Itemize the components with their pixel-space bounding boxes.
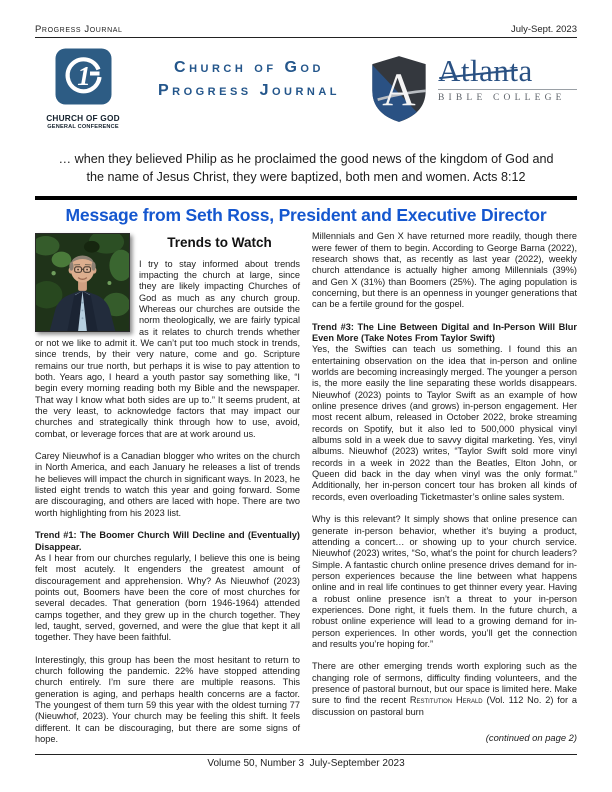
page-header	[35, 24, 577, 38]
article-body	[35, 231, 577, 756]
right-paragraph-4-text: There are other emerging trends worth exploring such as the changing role of sermons, difficulty finding volunteers, and the presence of pastoral burnout, but our space is limited here. Make sure to find the recent	[312, 661, 577, 706]
section-divider	[35, 196, 577, 201]
left-paragraph-2: Carey Nieuwhof is a Canadian blogger who writes on the church in North America, and each January he releases a list of trends he believes will impact the church in significant ways. In 2023, he listed eight trends to watch this year and going forward. Some are discouraging, and others are laced with hope. There are two worth highlighting from his 2023 list.	[35, 451, 300, 518]
g1-emblem-icon	[55, 61, 112, 109]
right-paragraph-4	[312, 661, 577, 718]
abc-wordmark-block	[438, 51, 577, 103]
journal-title	[131, 48, 367, 102]
scripture-quote: … when they believed Philip as he proclaimed the good news of the kingdom of God and the name of Jesus Christ, they were baptized, both men and women. Acts 8:12	[58, 152, 554, 184]
trend3-heading: Trend #3: The Line Between Digital and In-Person Will Blur Even More (Take Notes From Taylor Swift)	[312, 321, 577, 343]
abc-subtitle: BIBLE COLLEGE	[438, 93, 566, 103]
abc-shield-icon	[367, 51, 431, 132]
cog-conference-label: GENERAL CONFERENCE	[47, 124, 119, 130]
left-paragraph-3: As I hear from our churches regularly, I believe this one is being felt most acutely. It engenders the greatest amount of discouragement and apprehension. Why? As Nieuwhof (2023) points out, Boomers have been the core of most churches for several decades. That generation (born 1946-1964) attended camps together, and they grew up in the church together. They led, taught, served, governed, and were the glue that kept it all together. They have been faithful.	[35, 552, 300, 643]
page-footer: Volume 50, Number 3 July-September 2023	[35, 754, 577, 769]
masthead	[35, 48, 577, 138]
continued-note: (continued on page 2)	[485, 732, 577, 743]
right-column	[312, 231, 577, 756]
svg-text:1: 1	[76, 61, 91, 91]
restitution-herald-title: Restitution Herald	[409, 695, 483, 706]
article-heading: Message from Seth Ross, President and Executive Director	[65, 205, 547, 226]
header-journal-label: Progress Journal	[35, 24, 123, 35]
left-paragraph-4: Interestingly, this group has been the most hesitant to return to church following the pandemic. 22% have stopped attending church entirely. I’m sure there are multiple reasons. This generation is aging, and perhaps health concerns are a factor. The youngest of them turn 59 this year with the oldest turning 77 (Nieuwhof, 2023). Your church may be feeling this shift. It feels different. It can be discouraging, but there are some signs of hope.	[35, 654, 300, 744]
journal-title-line1: Church of God	[174, 59, 324, 76]
journal-title-line2: Progress Journal	[157, 81, 341, 99]
seth-ross-photo	[35, 233, 130, 332]
left-paragraph-1: I try to stay informed about trends impacting the church at large, since they are likely impacting Churches of God as much as any church group. Whereas our churches are outside the norm theologically, we are fairly typical as it relates to church trends whether or not we like to admit it. We can’t put too much stock in trends, since trends, by their very nature, come and go. Scripture remains our true north, but perhaps it is wise to pay attention to both. Years ago, I heard a youth pastor say something like, “I begin every morning reading both my Bible and the newspaper. That way I know what both sides are up to.” It seems prudent, at the very least, to acknowledge factors that may impact our churches and strategically think through how to use, avoid, combat, or leverage forces that are at work around us.	[35, 258, 300, 439]
atlanta-bible-college-logo	[367, 48, 577, 132]
article-subheading: Trends to Watch	[167, 235, 272, 251]
trend1-heading: Trend #1: The Boomer Church Will Decline and (Eventually) Disappear.	[35, 530, 300, 552]
abc-divider	[438, 89, 577, 90]
abc-wordmark: Atlanta	[438, 55, 577, 86]
svg-text:A: A	[382, 64, 416, 115]
right-paragraph-2: Yes, the Swifties can teach us something. I found this an entertaining observation on the idea that in-person and online worlds are becoming increasingly merged. The younger a person is, the more easily the line separating these worlds disappears. Nieuwhof (2023) points to Taylor Swift as an example of how online presence drives (and grows) in-person engagement. Her most recent album, released in October 2022, broke streaming records on Spotify, but it also led to 500,000 physical vinyl albums sold in a week due to savvy digital marketing. Yes, vinyl albums. Nieuwhof (2023) writes, “Taylor Swift sold more vinyl records in a week in 2022 than the Beatles, Elton John, or Queen did back in the day when vinyl was the only format.” Additionally, her in-person concert tour has broken all kinds of records, even overloading Ticketmaster’s online sales system.	[312, 344, 577, 502]
right-paragraph-1: Millennials and Gen X have returned more readily, though there were fewer of them to begin. According to George Barna (2022), research shows that, as recently as last year (2022), weekly church attendance is actually higher among Millennials (39%) and Gen X (31%) than Boomers (25%). The aging population is concerning, but there is an openness in younger generations that can be a fertile ground for the gospel.	[312, 231, 577, 310]
right-paragraph-3: Why is this relevant? It simply shows that online presence can generate in-person behavior, whether it’s buying a product, attending a concert… or showing up to your church service. Nieuwhof (2023) writes, “So, what’s the point for church leaders? Simple. A fantastic church online presence drives demand for in-person experiences because the line between what happens online and in real life continues to get thinner every year. Having a robust online presence isn’t a threat to your in-person experiences. Done right, it fuels them. In the future church, a robust online experience will lead to a growing demand for in-person experiences. In other words, you’ll get the connection and results you’re hoping for.”	[312, 514, 577, 649]
cog-name-label: CHURCH OF GOD	[46, 113, 120, 123]
right-paragraph-4-tail: (Vol. 112 No. 2) for a discussion on pastoral burn	[312, 695, 577, 717]
left-column	[35, 231, 300, 756]
church-of-god-logo	[35, 48, 131, 130]
header-date-label: July-Sept. 2023	[510, 24, 577, 35]
